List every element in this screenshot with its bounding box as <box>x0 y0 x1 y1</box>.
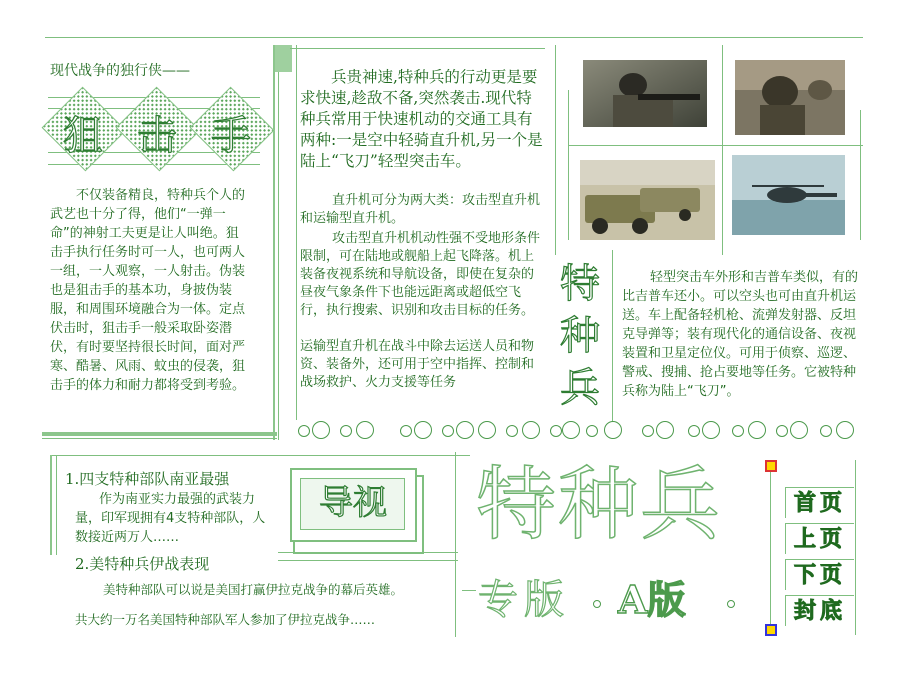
photo-helicopter <box>732 155 845 235</box>
helicopter-image <box>732 155 845 235</box>
middle-top-rule <box>290 48 545 49</box>
photo-jeep-convoy <box>580 160 715 240</box>
guide-underline-1 <box>278 552 458 553</box>
nav-marker-top <box>765 460 777 472</box>
item1-title[interactable]: 1.四支特种部队南亚最强 <box>65 470 230 488</box>
sniper-frame-bottom-inner <box>42 438 277 439</box>
photo-soldier-gasmask <box>735 60 845 135</box>
nav-rule-left <box>770 460 771 635</box>
item1-body: 作为南亚实力最强的武装力量，印军现拥有4支特种部队，人数接近两万人…… <box>75 492 266 545</box>
sniper-frame-bottom <box>42 432 277 436</box>
photo-rule-h <box>568 145 863 146</box>
item2-dash <box>462 590 476 591</box>
middle-right-rule <box>555 45 556 255</box>
lower-top-rule <box>50 455 470 456</box>
right-body: 轻型突击车外形和吉普车类似，有的比吉普车还小。可以空头也可由直升机运送。车上配备轻机枪、流弹发射器、反坦克导弹等；装有现代化的通信设备、夜视装置和卫星定位仪。可用于侦察、巡逻、警戒、搜捕、抢占要地等任务。它被特种兵称为陆上“飞刀”。 <box>622 270 859 399</box>
edition-dot-1 <box>593 600 601 608</box>
sniper-title-char-2: 击 <box>137 113 177 159</box>
photo-rule-v3 <box>860 110 861 240</box>
guide-label: 导视 <box>319 483 387 523</box>
soldier-rifle-image <box>583 60 707 127</box>
item2-line1: 美特种部队可以说是美国打赢伊拉克战争的幕后英雄。 <box>103 582 404 597</box>
sniper-frame-right-inner <box>278 45 279 440</box>
vertical-title-char-2: 种 <box>560 313 600 359</box>
soldier-gasmask-image <box>735 60 845 135</box>
edition-label: 专版 <box>478 577 570 623</box>
guide-underline-2 <box>278 560 458 561</box>
sniper-frame-corner <box>275 45 292 72</box>
lower-left-rule-2 <box>56 455 57 555</box>
sniper-body: 不仅装备精良，特种兵个人的武艺也十分了得，他们“一弹一命”的神射工夫更是让人叫绝。狙击手执行任务时可一人，也可两人一组，一人观察，一人射击。伪装也是狙击手的基本功，身披伪装服，和周围环境融合为一体。定点伏击时，狙击手一般采取卧姿潜伏，有时要坚持很长时间，面对严寒、酷暑、风雨、蚊虫的侵袭，狙击手的体力和耐力都将受到考验。 <box>50 188 246 393</box>
photo-rule-v2 <box>568 90 569 240</box>
middle-p2: 攻击型直升机机动性强不受地形条件限制，可在陆地或舰船上起飞降落。机上装备夜视系统和导航设备，即使在复杂的昼夜气象条件下也能远距离或超低空飞行，执行搜索、识别和攻击目标的任务。 <box>300 231 541 318</box>
circle-decoration-row <box>296 420 861 442</box>
edition-dot-2 <box>727 600 735 608</box>
top-rule <box>45 37 863 38</box>
big-title: 特种兵 <box>476 458 722 551</box>
vertical-title-char-3: 兵 <box>560 365 600 411</box>
middle-left-rule <box>296 45 297 420</box>
nav-marker-bottom <box>765 624 777 636</box>
middle-p3: 运输型直升机在战斗中除去运送人员和物资、装备外，还可用于空中指挥、控制和战场救护、火力支援等任务 <box>300 339 535 390</box>
jeep-convoy-image <box>580 160 715 240</box>
photo-soldier-rifle <box>583 60 707 127</box>
lower-left-rule <box>50 455 52 555</box>
nav-rule-right <box>855 460 856 635</box>
middle-p1: 直升机可分为两大类：攻击型直升机和运输型直升机。 <box>300 193 541 226</box>
sniper-subtitle: 现代战争的独行侠—— <box>50 63 190 79</box>
nav-back-cover-button[interactable]: 封底 <box>785 595 854 626</box>
item2-title[interactable]: 2.美特种兵伊战表现 <box>75 555 210 573</box>
nav-prev-button[interactable]: 上页 <box>785 523 854 554</box>
item2-line2: 共大约一万名美国特种部队军人参加了伊拉克战争…… <box>75 612 376 627</box>
sniper-frame-right <box>273 45 275 440</box>
nav-home-button[interactable]: 首页 <box>785 487 854 518</box>
sniper-title-char-1: 狙 <box>63 113 103 159</box>
middle-lead: 兵贵神速,特种兵的行动更是要求快速,趁敌不备,突然袭击.现代特种兵常用于快速机动的交通工具有两种:一是空中轻骑直升机,另一个是陆上“飞刀”轻型突击车。 <box>300 68 543 170</box>
big-title-divider <box>455 452 456 637</box>
vertical-title-char-1: 特 <box>560 261 600 307</box>
right-text-rule <box>612 250 613 435</box>
nav-next-button[interactable]: 下页 <box>785 559 854 590</box>
sniper-title-char-3: 手 <box>211 113 251 159</box>
right-vertical-title <box>560 258 610 414</box>
photo-rule-v1 <box>722 45 723 255</box>
version-label: A版 <box>618 577 686 622</box>
